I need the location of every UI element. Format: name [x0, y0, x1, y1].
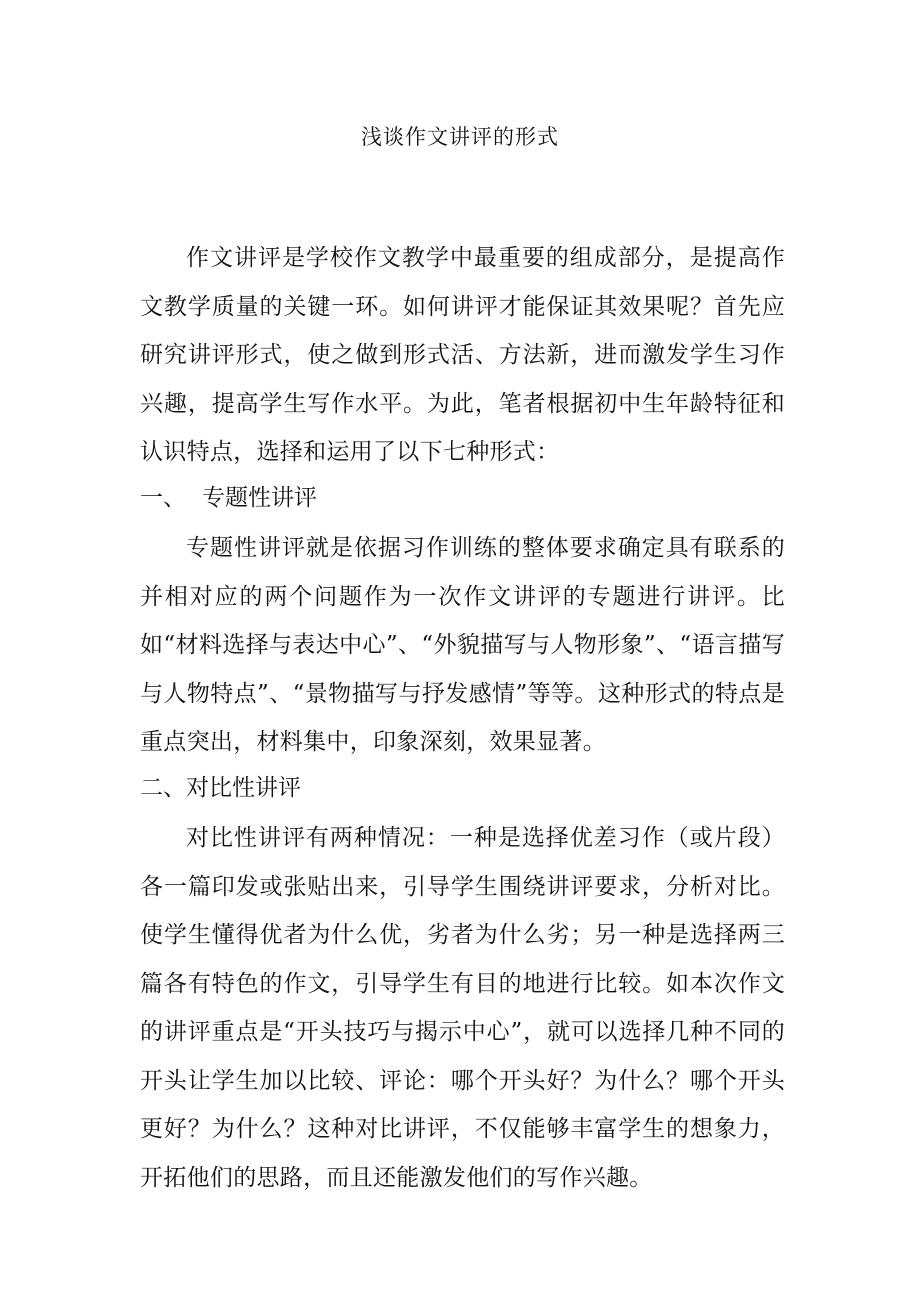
section-title-1: 专题性讲评 — [202, 485, 317, 511]
section-title-2: 对比性讲评 — [186, 775, 301, 801]
document-title: 浅谈作文讲评的形式 — [361, 125, 559, 149]
section-heading-1 — [140, 474, 317, 523]
section-heading-2 — [140, 764, 301, 813]
section-body-1: 专题性讲评就是依据习作训练的整体要求确定具有联系的并相对应的两个问题作为一次作文讲评的专题进行讲评。比如“材料选择与表达中心”、“外貌描写与人物形象”、“语言描写与人物特点”、“景物描写与抒发感情”等等。这种形式的特点是重点突出，材料集中，印象深刻，效果显著。 — [140, 535, 785, 755]
section-number-2: 二、 — [140, 775, 186, 801]
section-number-1: 一、 — [140, 485, 186, 511]
section-body-2: 对比性讲评有两种情况：一种是选择优差习作（或片段）各一篇印发或张贴出来，引导学生围绕讲评要求，分析对比。使学生懂得优者为什么优，劣者为什么劣；另一种是选择两三篇各有特色的作文，引导学生有目的地进行比较。如本次作文的讲评重点是“开头技巧与揭示中心”，就可以选择几种不同的开头让学生加以比较、评论：哪个开头好？为什么？哪个开头更好？为什么？这种对比讲评，不仅能够丰富学生的想象力，开拓他们的思路，而且还能激发他们的写作兴趣。 — [140, 825, 785, 1191]
intro-paragraph: 作文讲评是学校作文教学中最重要的组成部分，是提高作文教学质量的关键一环。如何讲评才能保证其效果呢？首先应研究讲评形式，使之做到形式活、方法新，进而激发学生习作兴趣，提高学生写作水平。为此，笔者根据初中生年龄特征和认识特点，选择和运用了以下七种形式： — [140, 245, 785, 465]
